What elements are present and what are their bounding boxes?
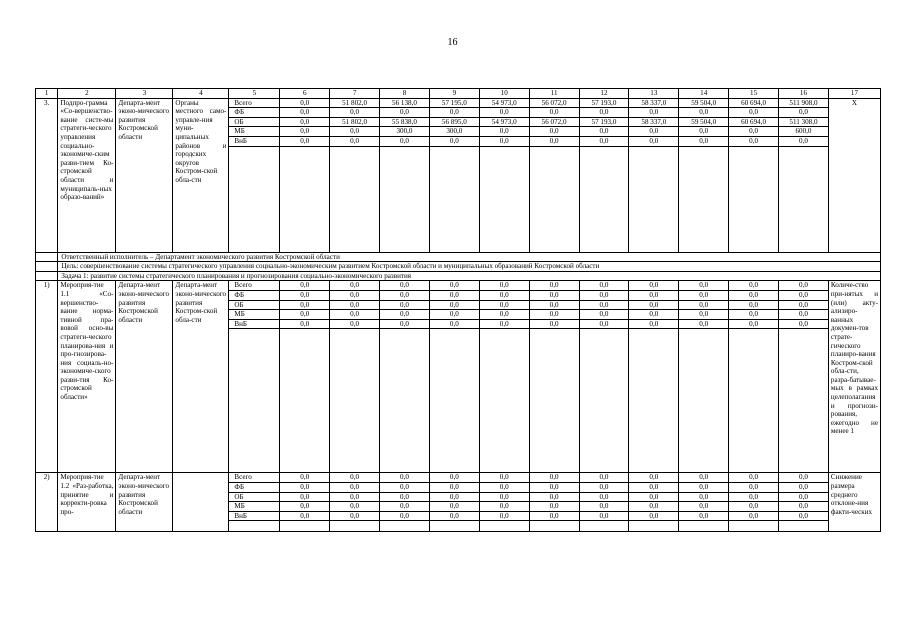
measure-2-indicator: Снижение размера среднего отклоне-ния факти-ческих (828, 473, 880, 532)
amount-cell: 0,0 (330, 502, 380, 512)
amount-cell: 0,0 (479, 290, 529, 300)
amount-cell: 0,0 (629, 300, 679, 310)
filler-cell (529, 146, 579, 252)
program-name: Подпро-грамма «Со-вершенство-вание систе-мы стратеги-ческого управления социально-экономиче-ским разви-тием Ко-стромской области и муниципаль-ных образо-ваний» (58, 98, 116, 252)
responsible-executor: Ответственный исполнитель – Департамент экономического развития Костромской области (58, 252, 881, 262)
amount-cell: 0,0 (629, 290, 679, 300)
header-cell: 5 (229, 89, 280, 99)
header-cell: 17 (828, 89, 880, 99)
measure-2-row (36, 473, 881, 483)
amount-cell: 0,0 (579, 300, 629, 310)
amount-cell: 0,0 (280, 482, 330, 492)
blank-cell (36, 271, 58, 281)
funding-source: МБ (229, 502, 280, 512)
amount-cell: 0,0 (479, 136, 529, 146)
task-text: Задача 1: развитие системы стратегического планирования и прогнозирования социально-экономического развития (58, 271, 881, 281)
funding-source: ОБ (229, 300, 280, 310)
amount-cell: 0,0 (330, 127, 380, 137)
header-cell: 12 (579, 89, 629, 99)
amount-cell: 0,0 (280, 127, 330, 137)
filler-cell (429, 329, 479, 473)
amount-cell: 0,0 (629, 511, 679, 521)
amount-cell: 0,0 (380, 502, 430, 512)
funding-source: Всего (229, 98, 280, 108)
amount-cell: 56 072,0 (529, 117, 579, 127)
filler-cell (479, 521, 529, 532)
filler-cell (229, 146, 280, 252)
amount-cell: 0,0 (629, 502, 679, 512)
filler-cell (229, 521, 280, 532)
amount-cell: 600,0 (779, 127, 829, 137)
amount-cell: 0,0 (729, 319, 779, 329)
amount-cell: 0,0 (679, 319, 729, 329)
amount-cell: 0,0 (729, 290, 779, 300)
amount-cell: 0,0 (779, 108, 829, 118)
amount-cell: 0,0 (579, 482, 629, 492)
amount-cell: 0,0 (529, 473, 579, 483)
measure-1-name: Мероприя-тие 1.1 «Со-вершенство-вание норма-тивной пра-вовой осно-вы стратеги-ческого планирова-ния и про-гнозирова-ния социаль-но-экономиче-ского разви-тия Ко-стромской области» (58, 281, 116, 473)
measure-1-indicator: Количе-ство при-нятых и (или) акту-ализиро-ванных докумен-тов страте-гического планиро-вания Костром-ской обла-сти, разра-батывае-мых в рамках целеполагания и прогнози-рования, ежегодно не менее 1 (828, 281, 880, 473)
amount-cell: 0,0 (729, 300, 779, 310)
header-row (36, 89, 881, 99)
amount-cell: 0,0 (679, 108, 729, 118)
header-cell: 9 (429, 89, 479, 99)
measure-1-row (36, 281, 881, 291)
funding-source: Всего (229, 281, 280, 291)
amount-cell: 0,0 (380, 136, 430, 146)
amount-cell: 0,0 (779, 300, 829, 310)
amount-cell: 0,0 (280, 98, 330, 108)
filler-cell (629, 146, 679, 252)
amount-cell: 0,0 (479, 300, 529, 310)
amount-cell: 0,0 (380, 290, 430, 300)
amount-cell: 0,0 (579, 473, 629, 483)
amount-cell: 0,0 (479, 281, 529, 291)
amount-cell: 0,0 (629, 492, 679, 502)
amount-cell: 55 838,0 (380, 117, 430, 127)
amount-cell: 0,0 (330, 281, 380, 291)
amount-cell: 0,0 (280, 511, 330, 521)
goal-text-row (36, 262, 881, 272)
amount-cell: 0,0 (779, 136, 829, 146)
amount-cell: 0,0 (729, 482, 779, 492)
amount-cell: 0,0 (479, 319, 529, 329)
header-cell: 2 (58, 89, 116, 99)
filler-cell (779, 521, 829, 532)
amount-cell: 0,0 (380, 492, 430, 502)
program-indicator: Х (828, 98, 880, 252)
measure-2-number: 2) (36, 473, 58, 532)
filler-cell (579, 329, 629, 473)
amount-cell: 0,0 (529, 502, 579, 512)
amount-cell: 0,0 (330, 511, 380, 521)
amount-cell: 0,0 (679, 482, 729, 492)
header-cell: 6 (280, 89, 330, 99)
program-number: 3. (36, 98, 58, 252)
filler-cell (229, 329, 280, 473)
filler-cell (629, 329, 679, 473)
filler-cell (529, 521, 579, 532)
amount-cell: 51 802,0 (330, 117, 380, 127)
filler-cell (679, 146, 729, 252)
amount-cell: 0,0 (330, 319, 380, 329)
amount-cell: 0,0 (579, 127, 629, 137)
amount-cell: 0,0 (479, 502, 529, 512)
amount-cell: 0,0 (679, 290, 729, 300)
amount-cell: 56 072,0 (529, 98, 579, 108)
amount-cell: 0,0 (330, 136, 380, 146)
amount-cell: 0,0 (779, 281, 829, 291)
amount-cell: 0,0 (479, 127, 529, 137)
amount-cell: 0,0 (330, 473, 380, 483)
amount-cell: 0,0 (429, 473, 479, 483)
measure-1-participants: Департа-мент эконо-мического развития Костром-ской обла-сти (173, 281, 229, 473)
filler-cell (729, 146, 779, 252)
amount-cell: 0,0 (429, 108, 479, 118)
amount-cell: 54 973,0 (479, 98, 529, 108)
header-cell: 13 (629, 89, 679, 99)
amount-cell: 0,0 (679, 127, 729, 137)
amount-cell: 0,0 (779, 310, 829, 320)
amount-cell: 57 193,0 (579, 98, 629, 108)
amount-cell: 0,0 (280, 108, 330, 118)
header-cell: 1 (36, 89, 58, 99)
header-cell: 16 (779, 89, 829, 99)
funding-source: ФБ (229, 482, 280, 492)
amount-cell: 0,0 (280, 502, 330, 512)
amount-cell: 0,0 (529, 281, 579, 291)
funding-source: ВнБ (229, 136, 280, 146)
amount-cell: 0,0 (679, 136, 729, 146)
amount-cell: 0,0 (330, 310, 380, 320)
amount-cell: 0,0 (380, 281, 430, 291)
amount-cell: 0,0 (779, 502, 829, 512)
funding-source: ОБ (229, 492, 280, 502)
funding-source: МБ (229, 310, 280, 320)
amount-cell: 0,0 (529, 136, 579, 146)
filler-cell (330, 146, 380, 252)
amount-cell: 0,0 (429, 300, 479, 310)
amount-cell: 0,0 (280, 136, 330, 146)
blank-cell (36, 252, 58, 262)
amount-cell: 0,0 (579, 290, 629, 300)
amount-cell: 0,0 (280, 310, 330, 320)
amount-cell: 0,0 (429, 290, 479, 300)
amount-cell: 0,0 (779, 473, 829, 483)
amount-cell: 0,0 (779, 492, 829, 502)
amount-cell: 0,0 (280, 300, 330, 310)
filler-cell (779, 146, 829, 252)
filler-cell (529, 329, 579, 473)
amount-cell: 300,0 (380, 127, 430, 137)
amount-cell: 0,0 (629, 473, 679, 483)
blank-cell (36, 262, 58, 272)
amount-cell: 0,0 (479, 511, 529, 521)
amount-cell: 0,0 (729, 473, 779, 483)
amount-cell: 0,0 (330, 492, 380, 502)
amount-cell: 511 908,0 (779, 98, 829, 108)
amount-cell: 0,0 (280, 492, 330, 502)
filler-cell (330, 521, 380, 532)
amount-cell: 0,0 (330, 482, 380, 492)
amount-cell: 0,0 (679, 502, 729, 512)
measure-2-name: Мероприя-тие 1.2 «Раз-работка, принятие и корректи-ровка про- (58, 473, 116, 532)
amount-cell: 0,0 (579, 310, 629, 320)
amount-cell: 0,0 (479, 473, 529, 483)
amount-cell: 0,0 (280, 281, 330, 291)
amount-cell: 58 337,0 (629, 117, 679, 127)
funding-source: ОБ (229, 117, 280, 127)
goal-text: Цель: совершенствование системы стратегического управления социально-экономическим развитием Костромской области и муниципальных образований Костромской области (58, 262, 881, 272)
amount-cell: 0,0 (629, 281, 679, 291)
header-cell: 3 (116, 89, 173, 99)
header-cell: 11 (529, 89, 579, 99)
amount-cell: 51 802,0 (330, 98, 380, 108)
amount-cell: 0,0 (529, 290, 579, 300)
filler-cell (429, 146, 479, 252)
filler-cell (280, 329, 330, 473)
filler-cell (380, 521, 430, 532)
amount-cell: 0,0 (280, 117, 330, 127)
amount-cell: 0,0 (679, 310, 729, 320)
amount-cell: 0,0 (529, 108, 579, 118)
amount-cell: 0,0 (779, 319, 829, 329)
amount-cell: 0,0 (679, 473, 729, 483)
amount-cell: 0,0 (729, 511, 779, 521)
amount-cell: 0,0 (429, 482, 479, 492)
funding-source: Всего (229, 473, 280, 483)
amount-cell: 0,0 (729, 281, 779, 291)
amount-cell: 0,0 (679, 492, 729, 502)
page-number: 16 (447, 37, 458, 48)
amount-cell: 54 973,0 (479, 117, 529, 127)
funding-source: МБ (229, 127, 280, 137)
amount-cell: 0,0 (729, 502, 779, 512)
funding-source: ФБ (229, 108, 280, 118)
task-text-row (36, 271, 881, 281)
amount-cell: 0,0 (429, 502, 479, 512)
amount-cell: 0,0 (380, 310, 430, 320)
amount-cell: 0,0 (280, 473, 330, 483)
filler-cell (579, 521, 629, 532)
amount-cell: 0,0 (330, 108, 380, 118)
amount-cell: 0,0 (529, 310, 579, 320)
funding-source: ВнБ (229, 319, 280, 329)
amount-cell: 0,0 (429, 319, 479, 329)
filler-cell (729, 521, 779, 532)
filler-cell (280, 146, 330, 252)
program-row (36, 98, 881, 108)
amount-cell: 0,0 (579, 492, 629, 502)
header-cell: 7 (330, 89, 380, 99)
amount-cell: 0,0 (529, 511, 579, 521)
amount-cell: 0,0 (779, 290, 829, 300)
filler-cell (479, 329, 529, 473)
filler-cell (280, 521, 330, 532)
amount-cell: 0,0 (579, 319, 629, 329)
header-cell: 10 (479, 89, 529, 99)
amount-cell: 0,0 (280, 319, 330, 329)
amount-cell: 59 504,0 (679, 98, 729, 108)
amount-cell: 0,0 (479, 492, 529, 502)
amount-cell: 0,0 (529, 319, 579, 329)
amount-cell: 0,0 (429, 511, 479, 521)
amount-cell: 0,0 (579, 502, 629, 512)
amount-cell: 56 895,0 (429, 117, 479, 127)
amount-cell: 0,0 (729, 310, 779, 320)
amount-cell: 0,0 (779, 482, 829, 492)
amount-cell: 0,0 (330, 300, 380, 310)
amount-cell: 0,0 (579, 136, 629, 146)
amount-cell: 0,0 (679, 511, 729, 521)
amount-cell: 0,0 (779, 511, 829, 521)
amount-cell: 0,0 (729, 108, 779, 118)
amount-cell: 0,0 (629, 136, 679, 146)
filler-cell (380, 329, 430, 473)
amount-cell: 0,0 (380, 108, 430, 118)
amount-cell: 0,0 (429, 310, 479, 320)
funding-source: ФБ (229, 290, 280, 300)
responsible-executor-row (36, 252, 881, 262)
amount-cell: 60 694,0 (729, 117, 779, 127)
filler-cell (479, 146, 529, 252)
amount-cell: 0,0 (679, 281, 729, 291)
header-cell: 15 (729, 89, 779, 99)
amount-cell: 0,0 (380, 319, 430, 329)
measure-1-number: 1) (36, 281, 58, 473)
amount-cell: 0,0 (729, 136, 779, 146)
amount-cell: 0,0 (380, 482, 430, 492)
amount-cell: 0,0 (579, 511, 629, 521)
amount-cell: 0,0 (529, 127, 579, 137)
amount-cell: 0,0 (529, 492, 579, 502)
budget-table (35, 88, 881, 532)
filler-cell (380, 146, 430, 252)
filler-cell (579, 146, 629, 252)
amount-cell: 60 694,0 (729, 98, 779, 108)
amount-cell: 511 308,0 (779, 117, 829, 127)
amount-cell: 0,0 (529, 482, 579, 492)
filler-cell (729, 329, 779, 473)
amount-cell: 0,0 (629, 482, 679, 492)
amount-cell: 0,0 (629, 108, 679, 118)
amount-cell: 0,0 (629, 319, 679, 329)
amount-cell: 0,0 (380, 300, 430, 310)
amount-cell: 0,0 (679, 300, 729, 310)
amount-cell: 0,0 (729, 127, 779, 137)
amount-cell: 57 193,0 (579, 117, 629, 127)
amount-cell: 0,0 (280, 290, 330, 300)
header-cell: 4 (173, 89, 229, 99)
amount-cell: 57 195,0 (429, 98, 479, 108)
amount-cell: 59 504,0 (679, 117, 729, 127)
amount-cell: 0,0 (330, 290, 380, 300)
amount-cell: 0,0 (579, 108, 629, 118)
header-cell: 8 (380, 89, 430, 99)
measure-1-executor: Департа-мент эконо-мического развития Костромской области (116, 281, 173, 473)
amount-cell: 0,0 (429, 492, 479, 502)
filler-cell (679, 329, 729, 473)
filler-cell (330, 329, 380, 473)
filler-cell (629, 521, 679, 532)
measure-2-executor: Департа-мент эконо-мического развития Костромской области (116, 473, 173, 532)
measure-2-participants (173, 473, 229, 532)
amount-cell: 56 138,0 (380, 98, 430, 108)
amount-cell: 0,0 (380, 473, 430, 483)
filler-cell (779, 329, 829, 473)
amount-cell: 0,0 (629, 127, 679, 137)
amount-cell: 300,0 (429, 127, 479, 137)
amount-cell: 0,0 (529, 300, 579, 310)
amount-cell: 0,0 (579, 281, 629, 291)
amount-cell: 0,0 (479, 482, 529, 492)
filler-cell (679, 521, 729, 532)
amount-cell: 0,0 (629, 310, 679, 320)
amount-cell: 0,0 (380, 511, 430, 521)
amount-cell: 58 337,0 (629, 98, 679, 108)
amount-cell: 0,0 (429, 281, 479, 291)
amount-cell: 0,0 (479, 310, 529, 320)
program-executor: Департа-мент эконо-мического развития Костромской области (116, 98, 173, 252)
amount-cell: 0,0 (479, 108, 529, 118)
funding-source: ВнБ (229, 511, 280, 521)
amount-cell: 0,0 (429, 136, 479, 146)
amount-cell: 0,0 (729, 492, 779, 502)
header-cell: 14 (679, 89, 729, 99)
program-participants: Органы местного само-управле-ния муни-ципальных районов и городских округов Костром-ской обла-сти (173, 98, 229, 252)
filler-cell (429, 521, 479, 532)
